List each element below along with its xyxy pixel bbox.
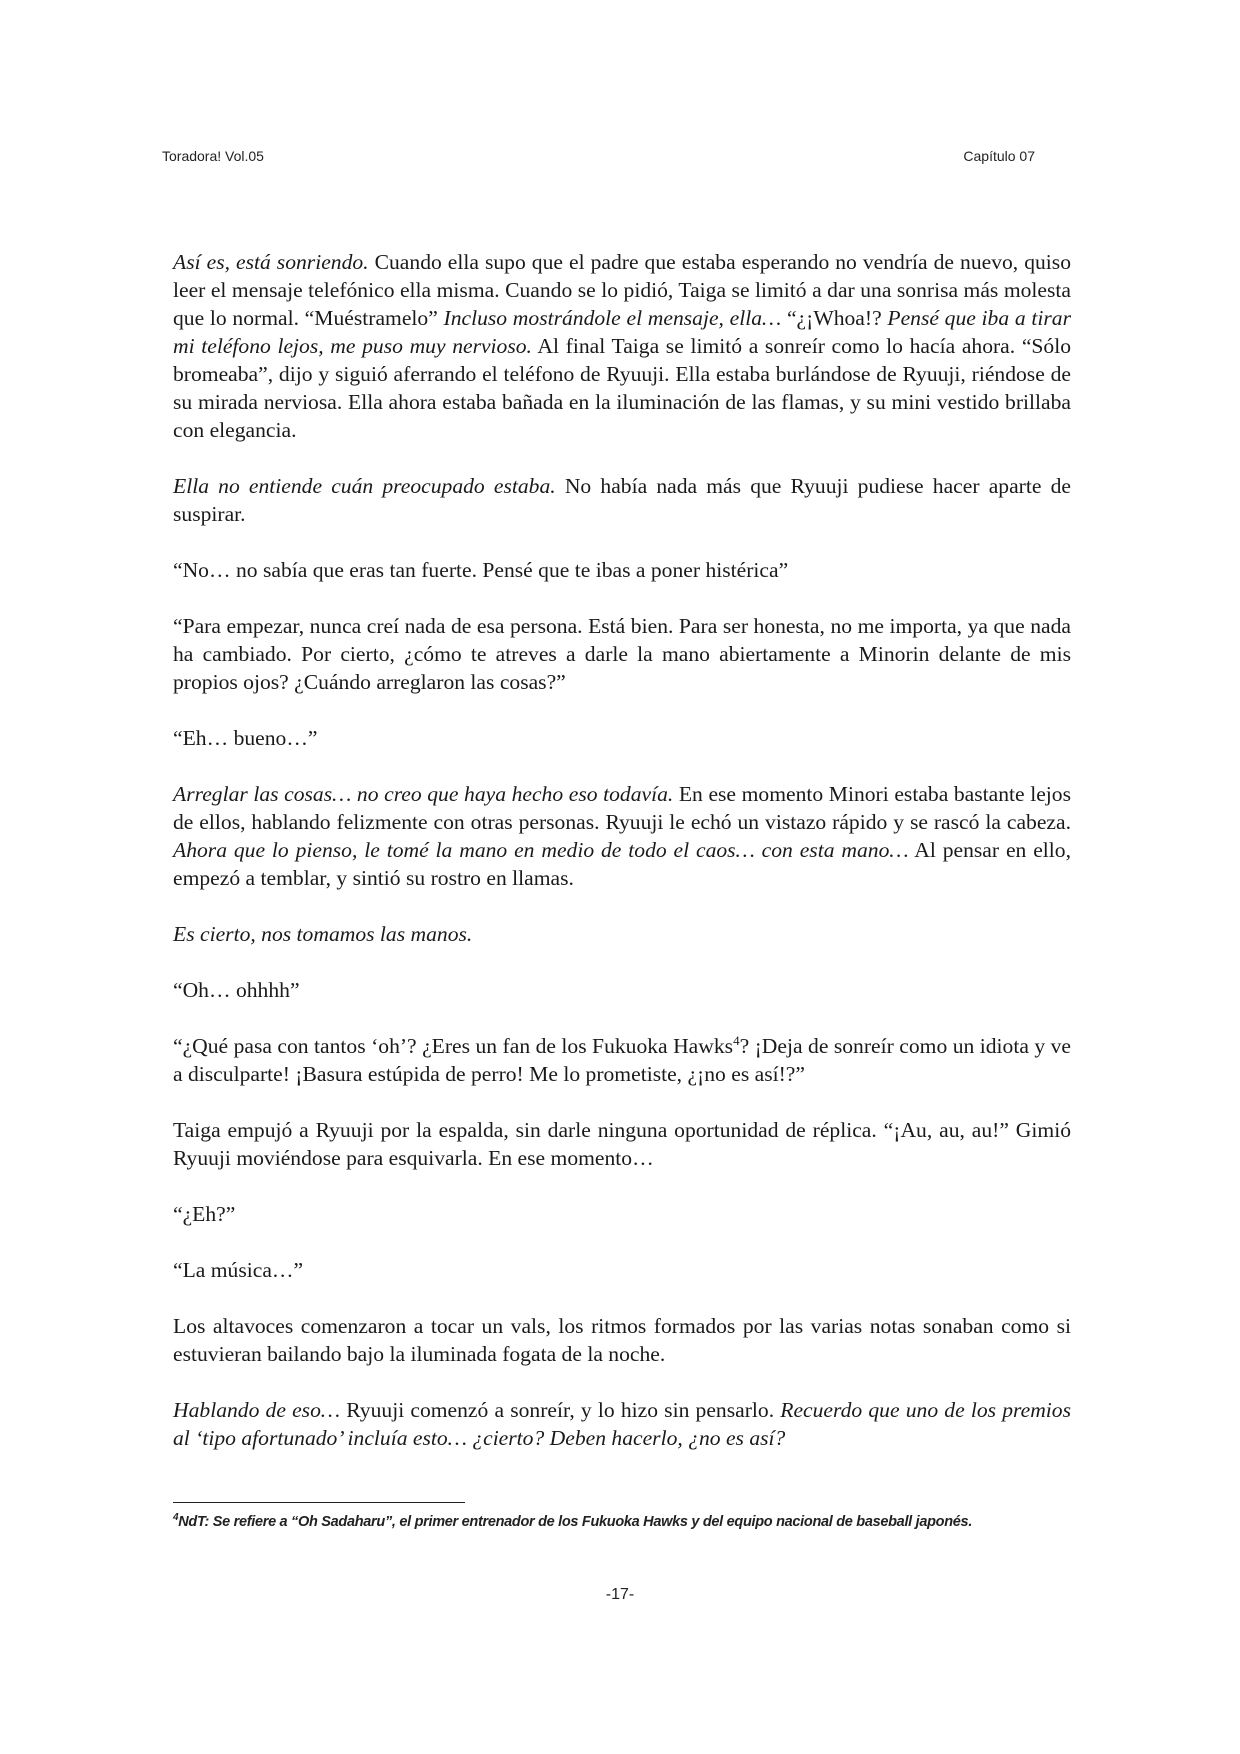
body-text (173, 248, 1071, 1452)
text-segment: “¿¡Whoa!? (781, 306, 888, 330)
paragraph (173, 780, 1071, 892)
paragraph (173, 1396, 1071, 1452)
text-segment: Los altavoces comenzaron a tocar un vals, los ritmos formados por las varias notas sonaban como si estuvieran bailando bajo la iluminada fogata de la noche. (173, 1314, 1071, 1366)
paragraph (173, 1312, 1071, 1368)
paragraph (173, 1200, 1071, 1228)
text-segment: Al final Taiga se limitó a sonreír como lo hacía ahora. “Sólo bromeaba”, dijo y siguió aferrando el teléfono de Ryuuji. Ella estaba burlándose de Ryuuji, riéndose de su mirada nerviosa. Ella ahora estaba bañada en la iluminación de las flamas, y su mini vestido brillaba con elegancia. (173, 334, 1072, 442)
header-book-title: Toradora! Vol.05 (162, 148, 264, 164)
footnote (173, 1514, 1073, 1530)
footnote-separator (173, 1502, 465, 1503)
text-segment: Taiga empujó a Ryuuji por la espalda, sin darle ninguna oportunidad de réplica. “¡Au, au, au!” Gimió Ryuuji moviéndose para esquivarla. En ese momento… (173, 1118, 1071, 1170)
text-segment: “¿Eh?” (173, 1202, 236, 1226)
text-segment: “¿Qué pasa con tantos ‘oh’? ¿Eres un fan de los Fukuoka Hawks (173, 1034, 734, 1058)
text-segment: “Oh… ohhhh” (173, 978, 300, 1002)
text-segment: “Para empezar, nunca creí nada de esa persona. Está bien. Para ser honesta, no me importa, ya que nada ha cambiado. Por cierto, ¿cómo te atreves a darle la mano abiertamente a Minorin delante de mis propios ojos? ¿Cuándo arreglaron las cosas?” (173, 614, 1071, 694)
italic-text: Pensé que iba a tirar mi teléfono lejos, me puso muy nervioso. (173, 306, 1071, 358)
text-segment: “No… no sabía que eras tan fuerte. Pensé que te ibas a poner histérica” (173, 558, 789, 582)
paragraph (173, 724, 1071, 752)
text-segment: ? ¡Deja de sonreír como un idiota y ve a disculparte! ¡Basura estúpida de perro! Me lo prometiste, ¿¡no es así!?” (173, 1034, 1072, 1086)
italic-text: Así es, está sonriendo. (173, 250, 369, 274)
paragraph (173, 1256, 1071, 1284)
italic-text: Hablando de eso… (173, 1398, 341, 1422)
italic-text: Ella no entiende cuán preocupado estaba. (173, 474, 556, 498)
footnote-reference: 4 (733, 1032, 740, 1048)
paragraph (173, 976, 1071, 1004)
paragraph (173, 1116, 1071, 1172)
italic-text: Incluso mostrándole el mensaje, ella… (443, 306, 782, 330)
paragraph (173, 920, 1071, 948)
paragraph (173, 1032, 1071, 1088)
italic-text: Es cierto, nos tomamos las manos. (173, 922, 473, 946)
paragraph (173, 248, 1071, 444)
text-segment: Ryuuji comenzó a sonreír, y lo hizo sin pensarlo. (340, 1398, 781, 1422)
running-header (162, 148, 1035, 164)
paragraph (173, 556, 1071, 584)
text-segment: En ese momento Minori estaba bastante lejos de ellos, hablando felizmente con otras personas. Ryuuji le echó un vistazo rápido y se rascó la cabeza. (173, 782, 1071, 834)
italic-text: Ahora que lo pienso, le tomé la mano en medio de todo el caos… con esta mano… (173, 838, 909, 862)
paragraph (173, 472, 1071, 528)
page-number: -17- (605, 1586, 635, 1603)
text-segment: Cuando ella supo que el padre que estaba esperando no vendría de nuevo, quiso leer el mensaje telefónico ella misma. Cuando se lo pidió, Taiga se limitó a dar una sonrisa más molesta que lo normal. “Muéstramelo” (173, 250, 1071, 330)
italic-text: Recuerdo que uno de los premios al ‘tipo afortunado’ incluía esto… ¿cierto? Deben hacerlo, ¿no es así? (173, 1398, 1071, 1450)
text-segment: No había nada más que Ryuuji pudiese hacer aparte de suspirar. (173, 474, 1071, 526)
header-chapter: Capítulo 07 (963, 148, 1035, 164)
text-segment: “La música…” (173, 1258, 304, 1282)
text-segment: “Eh… bueno…” (173, 726, 318, 750)
footnote-marker: 4 (173, 1512, 179, 1524)
paragraph (173, 612, 1071, 696)
italic-text: Arreglar las cosas… no creo que haya hecho eso todavía. (173, 782, 674, 806)
footnote-text: NdT: Se refiere a “Oh Sadaharu”, el primer entrenador de los Fukuoka Hawks y del equipo nacional de baseball japonés. (178, 1514, 973, 1530)
text-segment: Al pensar en ello, empezó a temblar, y sintió su rostro en llamas. (173, 838, 1071, 890)
